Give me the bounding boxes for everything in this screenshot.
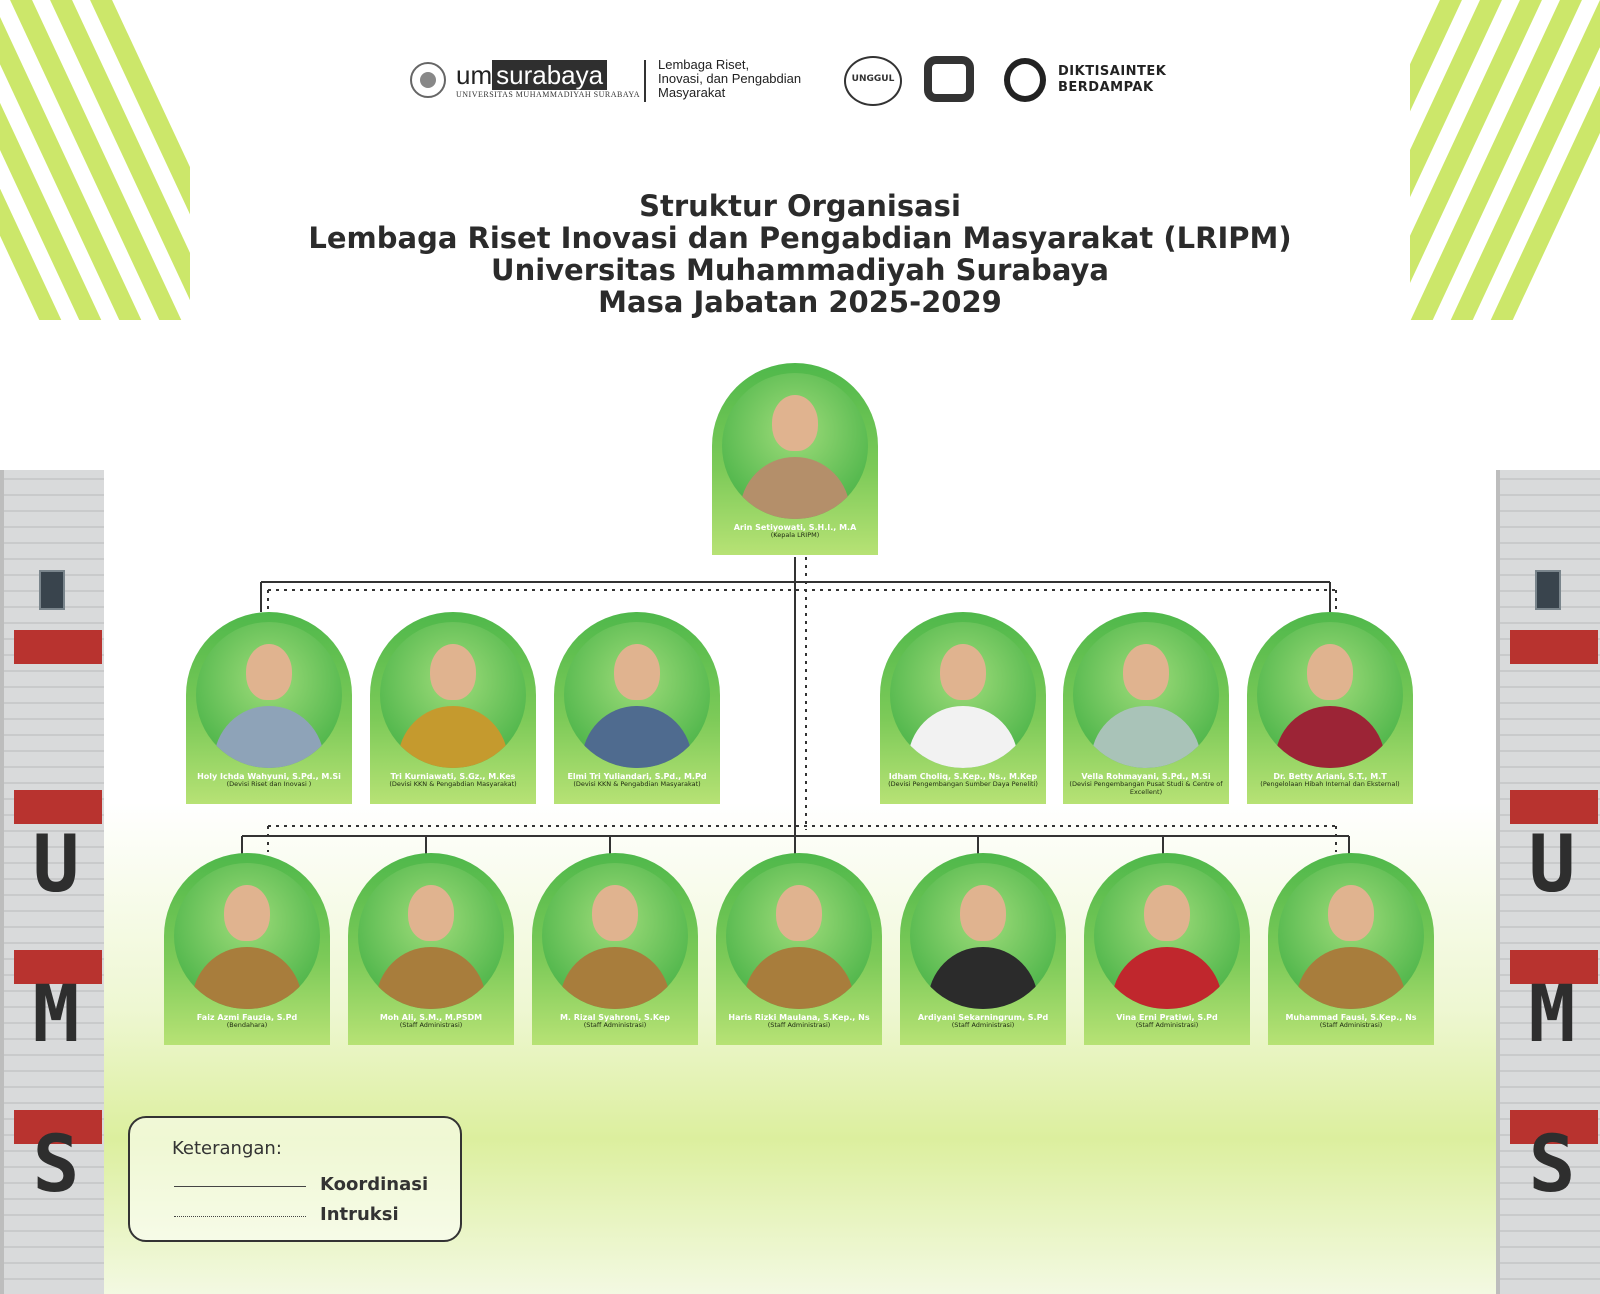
- photo-disc: [174, 863, 320, 1009]
- person-role: (Staff Administrasi): [1319, 1021, 1383, 1029]
- person-role: (Staff Administrasi): [951, 1021, 1015, 1029]
- photo-disc: [722, 373, 868, 519]
- portrait-body: [928, 947, 1038, 1009]
- legend-solid-text: Koordinasi: [320, 1174, 429, 1195]
- portrait-body: [744, 947, 854, 1009]
- portrait-head: [430, 644, 476, 700]
- title-line: Lembaga Riset Inovasi dan Pengabdian Masyarakat (LRIPM): [308, 221, 1292, 255]
- person-role: (Staff Administrasi): [583, 1021, 647, 1029]
- title-line: Struktur Organisasi: [639, 189, 961, 223]
- photo-disc: [1094, 863, 1240, 1009]
- photo-disc: [1073, 622, 1219, 768]
- person-role: (Devisi Riset dan Inovasi ): [226, 780, 312, 788]
- accreditation-label: UNGGUL: [851, 74, 895, 84]
- portrait-head: [1307, 644, 1353, 700]
- person-role: (Devisi Pengembangan Pusat Studi & Centre of Excellent): [1069, 780, 1223, 796]
- photo-disc: [358, 863, 504, 1009]
- person-name: Moh Ali, S.M., M.PSDM: [379, 1013, 483, 1022]
- person-name: Vella Rohmayani, S.Pd., M.Si: [1081, 772, 1211, 781]
- person-card-division: [554, 612, 720, 804]
- portrait-body: [1112, 947, 1222, 1009]
- person-card-staff: [532, 853, 698, 1045]
- person-card-division: [1247, 612, 1413, 804]
- person-name: Holy Ichda Wahyuni, S.Pd., M.Si: [197, 772, 341, 781]
- portrait-head: [1123, 644, 1169, 700]
- portrait-head: [408, 885, 454, 941]
- person-role: (Staff Administrasi): [767, 1021, 831, 1029]
- photo-disc: [380, 622, 526, 768]
- diktis-line: DIKTISAINTEK: [1058, 64, 1167, 79]
- person-role: (Devisi Pengembangan Sumber Daya Peneliti): [888, 780, 1038, 788]
- building-letter: S: [32, 1120, 80, 1210]
- legend-solid-line: [174, 1186, 306, 1187]
- building-letter: S: [1528, 1120, 1576, 1210]
- logo-name: surabaya: [492, 60, 607, 90]
- portrait-body: [582, 706, 692, 768]
- portrait-head: [1144, 885, 1190, 941]
- photo-disc: [1257, 622, 1403, 768]
- portrait-body: [1091, 706, 1201, 768]
- portrait-body: [192, 947, 302, 1009]
- person-card-staff: [1268, 853, 1434, 1045]
- legend-dotted-text: Intruksi: [320, 1204, 399, 1225]
- person-card-division: [880, 612, 1046, 804]
- photo-disc: [542, 863, 688, 1009]
- person-card-staff: [348, 853, 514, 1045]
- person-role: (Kepala LRIPM): [770, 531, 820, 539]
- legend-box: [128, 1116, 462, 1242]
- portrait-body: [740, 457, 850, 519]
- legend-dotted-line: [174, 1216, 306, 1217]
- portrait-body: [376, 947, 486, 1009]
- portrait-head: [224, 885, 270, 941]
- logo-prefix: um: [456, 60, 493, 90]
- portrait-body: [908, 706, 1018, 768]
- person-card-division: [370, 612, 536, 804]
- person-role: (Devisi KKN & Pengabdian Masyarakat): [573, 780, 701, 788]
- diktis-line: BERDAMPAK: [1058, 80, 1154, 95]
- unit-line: Inovasi, dan Pengabdian: [658, 71, 802, 86]
- person-name: Dr. Betty Ariani, S.T., M.T: [1273, 772, 1387, 781]
- building-letter: M: [1528, 970, 1576, 1060]
- portrait-head: [592, 885, 638, 941]
- person-card-staff: [164, 853, 330, 1045]
- photo-disc: [726, 863, 872, 1009]
- person-name: Idham Choliq, S.Kep., Ns., M.Kep: [888, 772, 1038, 781]
- person-role: (Staff Administrasi): [399, 1021, 463, 1029]
- portrait-head: [246, 644, 292, 700]
- title-line: Masa Jabatan 2025-2029: [598, 285, 1002, 319]
- person-role: (Devisi KKN & Pengabdian Masyarakat): [389, 780, 517, 788]
- person-card-staff: [716, 853, 882, 1045]
- person-card-head: [712, 363, 878, 555]
- person-name: Vina Erni Pratiwi, S.Pd: [1116, 1013, 1218, 1022]
- person-card-division: [186, 612, 352, 804]
- person-name: Tri Kurniawati, S.Gz., M.Kes: [390, 772, 516, 781]
- unit-line: Lembaga Riset,: [658, 57, 750, 72]
- photo-disc: [890, 622, 1036, 768]
- title-line: Universitas Muhammadiyah Surabaya: [491, 253, 1109, 287]
- person-role: (Staff Administrasi): [1135, 1021, 1199, 1029]
- person-name: M. Rizal Syahroni, S.Kep: [559, 1013, 671, 1022]
- photo-disc: [196, 622, 342, 768]
- legend-label: Keterangan:: [172, 1138, 282, 1159]
- portrait-head: [776, 885, 822, 941]
- person-role: (Bendahara): [226, 1021, 268, 1029]
- portrait-body: [214, 706, 324, 768]
- person-role: (Pengelolaan Hibah Internal dan Eksternal): [1260, 780, 1400, 788]
- person-name: Muhammad Fausi, S.Kep., Ns: [1285, 1013, 1417, 1022]
- person-name: Haris Rizki Maulana, S.Kep., Ns: [728, 1013, 870, 1022]
- portrait-head: [1328, 885, 1374, 941]
- person-name: Arin Setiyowati, S.H.I., M.A: [733, 523, 857, 532]
- photo-disc: [564, 622, 710, 768]
- building-letter: U: [1528, 820, 1576, 910]
- unit-line: Masyarakat: [658, 85, 726, 100]
- portrait-body: [1296, 947, 1406, 1009]
- building-letter: U: [32, 820, 80, 910]
- photo-disc: [1278, 863, 1424, 1009]
- person-card-staff: [900, 853, 1066, 1045]
- portrait-head: [940, 644, 986, 700]
- building-letter: M: [32, 970, 80, 1060]
- portrait-head: [772, 395, 818, 451]
- portrait-body: [560, 947, 670, 1009]
- portrait-head: [614, 644, 660, 700]
- person-name: Elmi Tri Yuliandari, S.Pd., M.Pd: [567, 772, 707, 781]
- university-fullname: UNIVERSITAS MUHAMMADIYAH SURABAYA: [456, 90, 641, 99]
- portrait-body: [398, 706, 508, 768]
- photo-disc: [910, 863, 1056, 1009]
- person-name: Faiz Azmi Fauzia, S.Pd: [196, 1013, 298, 1022]
- person-name: Ardiyani Sekarningrum, S.Pd: [917, 1013, 1049, 1022]
- portrait-head: [960, 885, 1006, 941]
- person-card-staff: [1084, 853, 1250, 1045]
- portrait-body: [1275, 706, 1385, 768]
- person-card-division: [1063, 612, 1229, 804]
